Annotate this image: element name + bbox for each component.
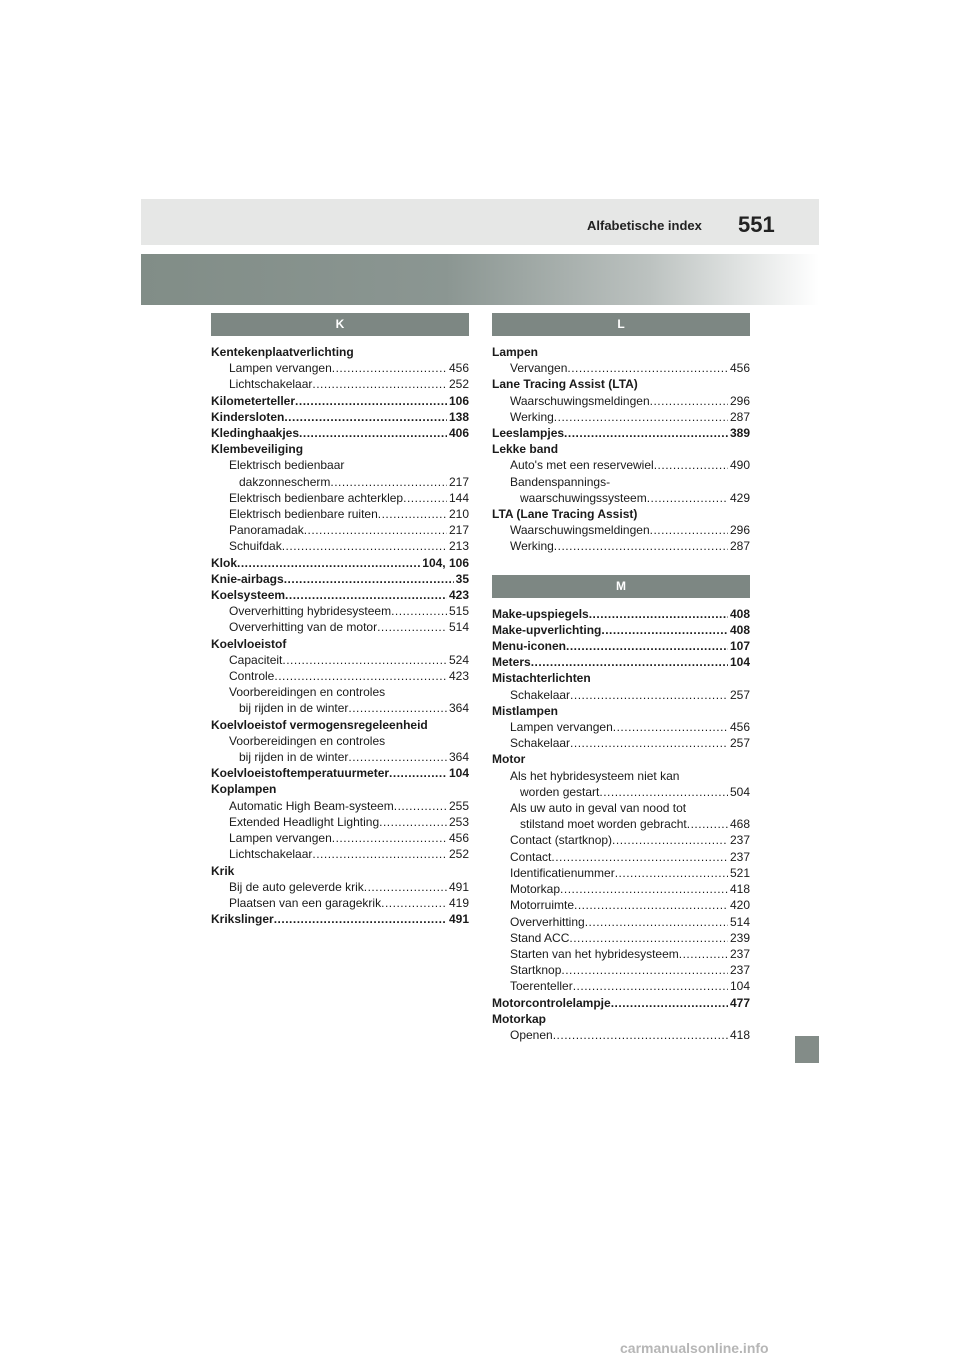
index-entry <box>492 703 750 719</box>
index-entry <box>492 360 750 376</box>
index-entry-term: Voorbereidingen en controles <box>229 733 386 748</box>
index-entry <box>492 393 750 409</box>
index-entry-page: 107 <box>729 639 750 654</box>
index-entry-page: 521 <box>729 865 750 880</box>
index-entry-term: Starten van het hybridesysteem ..... <box>510 947 750 961</box>
index-entry-term: Werking ..... <box>510 410 750 424</box>
page-header-bar <box>141 199 819 245</box>
index-entry-term: Mistlampen <box>492 703 559 718</box>
index-entry-page: 491 <box>448 879 469 894</box>
index-entry-term: Plaatsen van een garagekrik ..... <box>229 896 469 910</box>
index-entry <box>492 490 750 506</box>
page-number: 551 <box>738 212 775 237</box>
section-header-m: M <box>492 575 750 598</box>
index-entry-page: 423 <box>448 669 469 684</box>
index-entry-term: Elektrisch bedienbaar <box>229 458 345 473</box>
index-entry <box>492 735 750 751</box>
index-entry <box>492 995 750 1011</box>
index-entry <box>492 344 750 360</box>
index-entry <box>492 538 750 554</box>
section-header-l: L <box>492 313 750 336</box>
page-header-title: Alfabetische index <box>587 218 702 233</box>
index-entry-term: Elektrisch bedienbare ruiten ..... <box>229 507 469 521</box>
index-entry-page: 252 <box>448 847 469 862</box>
index-entry <box>492 1011 750 1027</box>
index-entry <box>492 751 750 767</box>
index-entry <box>492 881 750 897</box>
index-entry-page: 423 <box>448 588 469 603</box>
index-entry <box>211 749 469 765</box>
index-entry-page: 524 <box>448 652 469 667</box>
index-entry-page: 257 <box>729 687 750 702</box>
index-entry <box>211 409 469 425</box>
chapter-side-tab <box>795 1036 819 1063</box>
index-entry <box>492 622 750 638</box>
index-entry-page: 456 <box>729 361 750 376</box>
index-entry-term: bij rijden in de winter ..... <box>239 701 469 715</box>
decorative-gradient-band <box>141 254 819 305</box>
index-entry-term: Waarschuwingsmeldingen ..... <box>510 394 750 408</box>
index-entry-term: worden gestart ..... <box>520 785 750 799</box>
index-entry-term: Als het hybridesysteem niet kan <box>510 768 680 783</box>
section-header-k: K <box>211 313 469 336</box>
index-entry-page: 420 <box>729 898 750 913</box>
index-entry <box>211 684 469 700</box>
index-entry-term: Motorkap <box>492 1011 546 1026</box>
index-entry-page: 257 <box>729 736 750 751</box>
index-entry <box>211 522 469 538</box>
index-entry <box>211 587 469 603</box>
index-entry-page: 418 <box>729 882 750 897</box>
index-entry-page: 104 <box>448 766 469 781</box>
index-entry-page: 364 <box>448 701 469 716</box>
index-entry-page: 456 <box>448 831 469 846</box>
index-entry-term: Lichtschakelaar ..... <box>229 847 469 861</box>
index-entry-page: 490 <box>729 458 750 473</box>
index-entry-page: 514 <box>729 914 750 929</box>
index-entry-page: 239 <box>729 930 750 945</box>
index-entry-term: Schakelaar ..... <box>510 736 750 750</box>
index-entry-page: 237 <box>729 849 750 864</box>
index-entry <box>492 687 750 703</box>
index-entry-term: Werking ..... <box>510 539 750 553</box>
index-entry-term: Vervangen ..... <box>510 361 750 375</box>
index-entry-term: Lampen <box>492 345 539 359</box>
index-entry <box>211 490 469 506</box>
index-entry-term: Lampen vervangen ..... <box>510 720 750 734</box>
index-entry-term: Make-upverlichting ..... <box>492 623 750 637</box>
index-entry-term: Capaciteit ..... <box>229 653 469 667</box>
index-entry-page: 213 <box>448 539 469 554</box>
index-entry <box>211 668 469 684</box>
index-entry-term: Extended Headlight Lighting ..... <box>229 815 469 829</box>
index-entry <box>492 849 750 865</box>
index-entry-term: Kilometerteller ..... <box>211 394 469 408</box>
index-entry <box>492 506 750 522</box>
index-entry-page: 237 <box>729 963 750 978</box>
index-entry-term: Toerenteller ..... <box>510 979 750 993</box>
index-entry-page: 419 <box>448 895 469 910</box>
index-entry-term: Kindersloten ..... <box>211 410 469 424</box>
index-entry <box>492 474 750 490</box>
index-entry-page: 217 <box>448 474 469 489</box>
index-entry-term: LTA (Lane Tracing Assist) <box>492 507 638 522</box>
index-entry-term: Koelsysteem ..... <box>211 588 469 602</box>
index-entry <box>211 733 469 749</box>
index-entry-term: Startknop ..... <box>510 963 750 977</box>
index-entry <box>492 719 750 735</box>
index-entry <box>211 700 469 716</box>
index-entry <box>492 409 750 425</box>
index-entry <box>492 962 750 978</box>
index-entry-page: 477 <box>729 995 750 1010</box>
index-entry <box>211 814 469 830</box>
index-entry <box>211 555 469 571</box>
index-entry-term: Openen ..... <box>510 1028 750 1042</box>
index-entry-term: Voorbereidingen en controles <box>229 685 386 700</box>
index-entry-page: 217 <box>448 523 469 538</box>
index-entry-term: Klembeveiliging <box>211 442 304 457</box>
index-entry <box>492 897 750 913</box>
index-entry-term: Contact (startknop) ..... <box>510 833 750 847</box>
index-entry-term: Lampen vervangen ..... <box>229 361 469 375</box>
index-entry-term: Motorcontrolelampje ..... <box>492 996 750 1010</box>
index-entry <box>211 895 469 911</box>
index-entry <box>211 376 469 392</box>
index-entry <box>211 457 469 473</box>
index-entry <box>211 425 469 441</box>
index-entry-page: 252 <box>448 377 469 392</box>
index-entry-term: Bandenspannings- <box>510 474 611 489</box>
index-entry <box>492 441 750 457</box>
index-entry-term: stilstand moet worden gebracht ..... <box>520 817 750 831</box>
index-entry <box>211 911 469 927</box>
index-entry <box>492 914 750 930</box>
index-entry-term: Make-upspiegels ..... <box>492 607 750 621</box>
index-entry-page: 296 <box>729 523 750 538</box>
index-entry-term: Lekke band <box>492 442 559 457</box>
index-entry <box>492 978 750 994</box>
index-entry <box>492 606 750 622</box>
index-entry-page: 456 <box>729 720 750 735</box>
index-entry <box>492 638 750 654</box>
index-entry-term: Motorruimte ..... <box>510 898 750 912</box>
index-entry <box>211 393 469 409</box>
index-entry <box>492 425 750 441</box>
index-entry-page: 104 <box>729 979 750 994</box>
index-entry-term: Elektrisch bedienbare achterklep ..... <box>229 491 469 505</box>
index-entry-page: 106 <box>448 393 469 408</box>
index-entry-term: Contact ..... <box>510 850 750 864</box>
index-entry-term: Bij de auto geleverde krik ..... <box>229 880 469 894</box>
index-entry-page: 255 <box>448 798 469 813</box>
index-entry-page: 237 <box>729 946 750 961</box>
index-entry-page: 515 <box>448 604 469 619</box>
index-entry-term: Identificatienummer ..... <box>510 866 750 880</box>
index-entry-term: Mistachterlichten <box>492 671 591 686</box>
index-entry <box>492 457 750 473</box>
index-entry <box>211 441 469 457</box>
index-entry-term: Leeslampjes ..... <box>492 426 750 440</box>
index-entry-page: 210 <box>448 507 469 522</box>
index-entry-term: Oververhitting hybridesysteem ..... <box>229 604 469 618</box>
index-entry-page: 389 <box>729 426 750 441</box>
index-entry <box>211 474 469 490</box>
index-entry-page: 104, 106 <box>422 555 469 570</box>
index-entry-term: dakzonnescherm ..... <box>239 475 469 489</box>
index-entry <box>492 376 750 392</box>
index-entry-term: Auto's met een reservewiel ..... <box>510 458 750 472</box>
index-entry-page: 418 <box>729 1027 750 1042</box>
index-entry-term: Schakelaar ..... <box>510 688 750 702</box>
index-entry-term: Menu-iconen ..... <box>492 639 750 653</box>
index-entry-page: 429 <box>729 490 750 505</box>
index-entry <box>492 670 750 686</box>
index-entry <box>211 717 469 733</box>
index-entry-page: 104 <box>729 655 750 670</box>
index-entry <box>211 603 469 619</box>
index-entry-term: Automatic High Beam-systeem ..... <box>229 799 469 813</box>
index-entry-term: Waarschuwingsmeldingen ..... <box>510 523 750 537</box>
index-entry <box>211 781 469 797</box>
index-entry <box>211 765 469 781</box>
index-entry-page: 253 <box>448 814 469 829</box>
index-entry-term: Kledinghaakjes ..... <box>211 426 469 440</box>
index-entry <box>211 506 469 522</box>
index-entry <box>211 863 469 879</box>
index-entry-page: 296 <box>729 393 750 408</box>
index-entry-term: Knie-airbags ..... <box>211 572 469 586</box>
index-entry-term: Koelvloeistof <box>211 636 287 651</box>
index-entry-page: 514 <box>448 620 469 635</box>
index-entry-page: 35 <box>455 571 469 586</box>
index-entry <box>492 930 750 946</box>
index-entry-page: 364 <box>448 750 469 765</box>
index-entry-term: Koplampen <box>211 782 277 797</box>
index-entry-term: Kentekenplaatverlichting <box>211 345 354 359</box>
index-entry <box>492 832 750 848</box>
index-entry-term: waarschuwingssysteem ..... <box>520 491 750 505</box>
index-entry-term: Klok ..... <box>211 556 469 570</box>
watermark-text: carmanualsonline.info <box>620 1340 769 1356</box>
index-entry <box>492 522 750 538</box>
index-entry <box>211 879 469 895</box>
index-entry-page: 287 <box>729 409 750 424</box>
index-entry-term: Stand ACC ..... <box>510 931 750 945</box>
index-entry-term: Koelvloeistoftemperatuurmeter ..... <box>211 766 469 780</box>
index-entry-term: Lane Tracing Assist (LTA) <box>492 377 638 392</box>
index-entry <box>211 619 469 635</box>
index-entry <box>492 1027 750 1043</box>
index-entry-term: Oververhitting van de motor ..... <box>229 620 469 634</box>
index-entry <box>492 654 750 670</box>
index-entry-page: 504 <box>729 784 750 799</box>
index-entry <box>211 830 469 846</box>
index-entry-term: Krik <box>211 863 235 878</box>
index-entry <box>211 636 469 652</box>
index-entry <box>492 816 750 832</box>
index-column-left <box>211 313 469 927</box>
index-entry <box>211 652 469 668</box>
index-entry <box>211 344 469 360</box>
index-entry-term: Meters ..... <box>492 655 750 669</box>
index-entry-page: 468 <box>729 817 750 832</box>
index-entry-term: Motorkap ..... <box>510 882 750 896</box>
index-entry-page: 456 <box>448 361 469 376</box>
index-entry <box>211 571 469 587</box>
index-entry <box>211 538 469 554</box>
index-entry-term: Als uw auto in geval van nood tot <box>510 801 687 816</box>
index-entry-page: 491 <box>448 912 469 927</box>
index-entry-term: Schuifdak ..... <box>229 539 469 553</box>
index-entry-term: bij rijden in de winter ..... <box>239 750 469 764</box>
index-entry-term: Koelvloeistof vermogensregeleenheid <box>211 717 428 732</box>
index-entry-term: Panoramadak ..... <box>229 523 469 537</box>
index-entry-term: Lampen vervangen ..... <box>229 831 469 845</box>
index-entry-page: 144 <box>448 490 469 505</box>
index-entry-page: 287 <box>729 539 750 554</box>
index-entry-page: 408 <box>729 622 750 637</box>
index-entry <box>211 846 469 862</box>
index-entry <box>492 768 750 784</box>
index-entry-term: Lichtschakelaar ..... <box>229 377 469 391</box>
index-entry <box>492 800 750 816</box>
index-entry-term: Oververhitting ..... <box>510 915 750 929</box>
index-entry-page: 237 <box>729 833 750 848</box>
index-entry-term: Controle ..... <box>229 669 469 683</box>
index-entry-page: 406 <box>448 426 469 441</box>
index-column-right <box>492 313 750 1043</box>
index-entry <box>492 946 750 962</box>
index-entry-term: Motor <box>492 752 526 767</box>
index-entry-page: 408 <box>729 606 750 621</box>
index-entry-page: 138 <box>448 409 469 424</box>
index-entry-term: Krikslinger ..... <box>211 912 469 926</box>
index-entry <box>492 784 750 800</box>
index-entry <box>492 865 750 881</box>
index-entry <box>211 360 469 376</box>
index-entry <box>211 798 469 814</box>
